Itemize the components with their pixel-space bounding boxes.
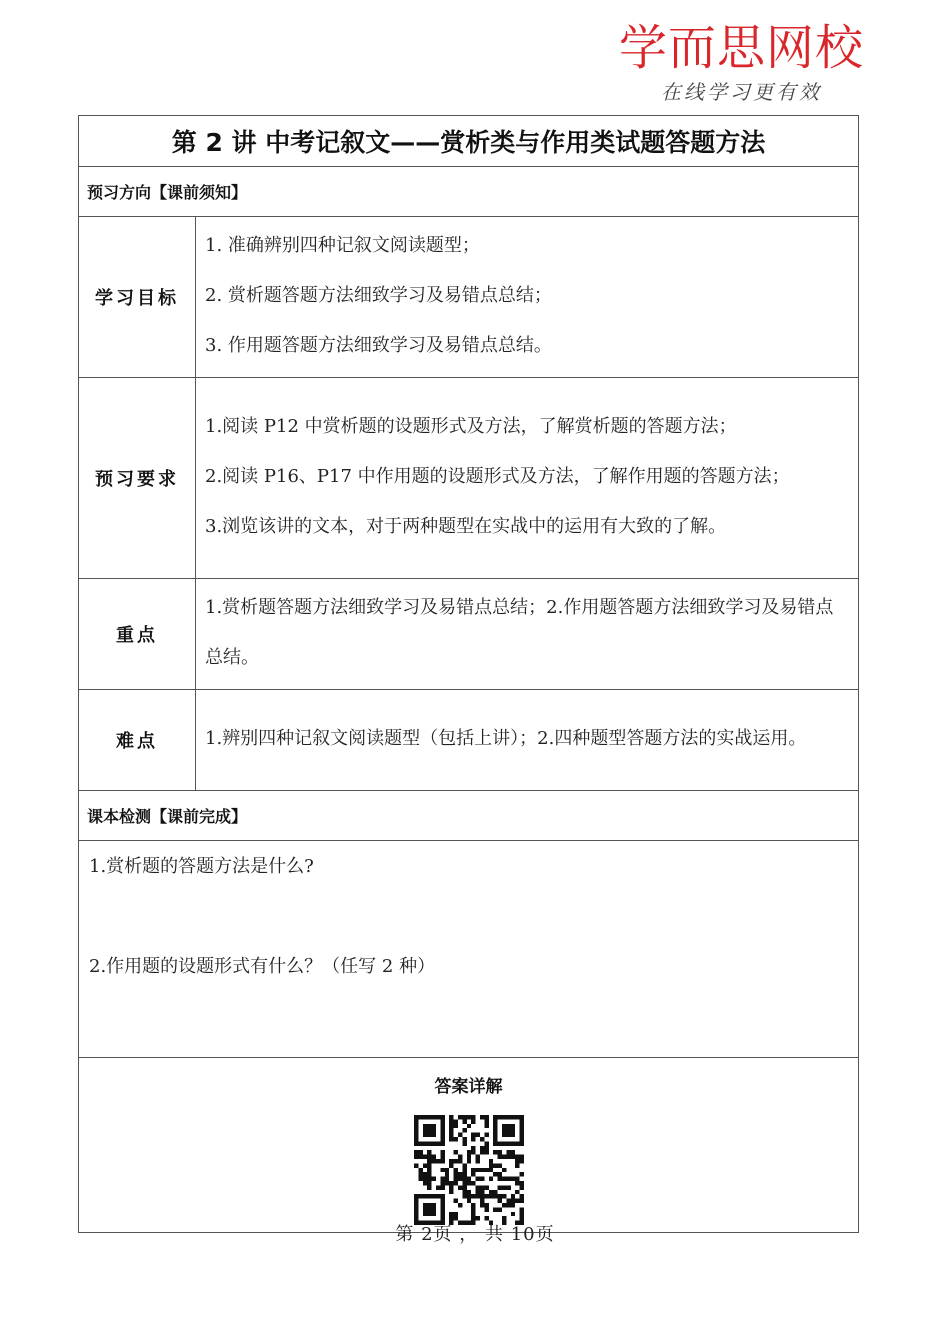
- textbook-check-questions: [79, 841, 859, 1058]
- textbook-check-header: 课本检测【课前完成】: [79, 791, 859, 841]
- answer-section: [79, 1058, 859, 1233]
- row-label: 重点: [79, 579, 196, 690]
- row-label: 预习要求: [79, 378, 196, 579]
- row-label: 难点: [79, 690, 196, 791]
- row-label: 学习目标: [79, 217, 196, 378]
- row-content: [196, 690, 859, 791]
- qr-code-icon[interactable]: [414, 1115, 524, 1225]
- lesson-table: [78, 115, 859, 1233]
- row-preview-requirements: [79, 378, 859, 579]
- page-footer: 第 2页 ， 共 10页: [395, 1224, 555, 1245]
- list-item: 1. 准确辨别四种记叙文阅读题型；: [205, 235, 480, 256]
- question-2: 2.作用题的设题形式有什么？（任写 2 种）: [89, 956, 436, 977]
- list-item: 1.辨别四种记叙文阅读题型（包括上讲）；2.四种题型答题方法的实战运用。: [205, 728, 807, 749]
- row-key-points: [79, 579, 859, 690]
- logo: [619, 20, 864, 105]
- row-content: [196, 579, 859, 690]
- logo-slogan: 在线学习更有效: [661, 80, 822, 104]
- row-learning-goals: [79, 217, 859, 378]
- list-item: 3. 作用题答题方法细致学习及易错点总结。: [205, 335, 552, 356]
- answer-title: 答案详解: [434, 1077, 503, 1097]
- list-item: 1.赏析题答题方法细致学习及易错点总结；2.作用题答题方法细致学习及易错点总结。: [205, 597, 834, 668]
- list-item: 2. 赏析题答题方法细致学习及易错点总结；: [205, 285, 552, 306]
- list-item: 3.浏览该讲的文本，对于两种题型在实战中的运用有大致的了解。: [205, 516, 727, 537]
- logo-name: 学而思网校: [618, 20, 864, 76]
- question-1: 1.赏析题的答题方法是什么?: [89, 856, 314, 877]
- preview-section-header: 预习方向【课前须知】: [79, 167, 859, 217]
- list-item: 2.阅读 P16、P17 中作用题的设题形式及方法，了解作用题的答题方法；: [205, 466, 790, 487]
- list-item: 1.阅读 P12 中赏析题的设题形式及方法，了解赏析题的答题方法；: [205, 416, 737, 437]
- row-content: [196, 378, 859, 579]
- page-title: 第 2 讲 中考记叙文——赏析类与作用类试题答题方法: [79, 116, 859, 167]
- row-difficulties: [79, 690, 859, 791]
- row-content: [196, 217, 859, 378]
